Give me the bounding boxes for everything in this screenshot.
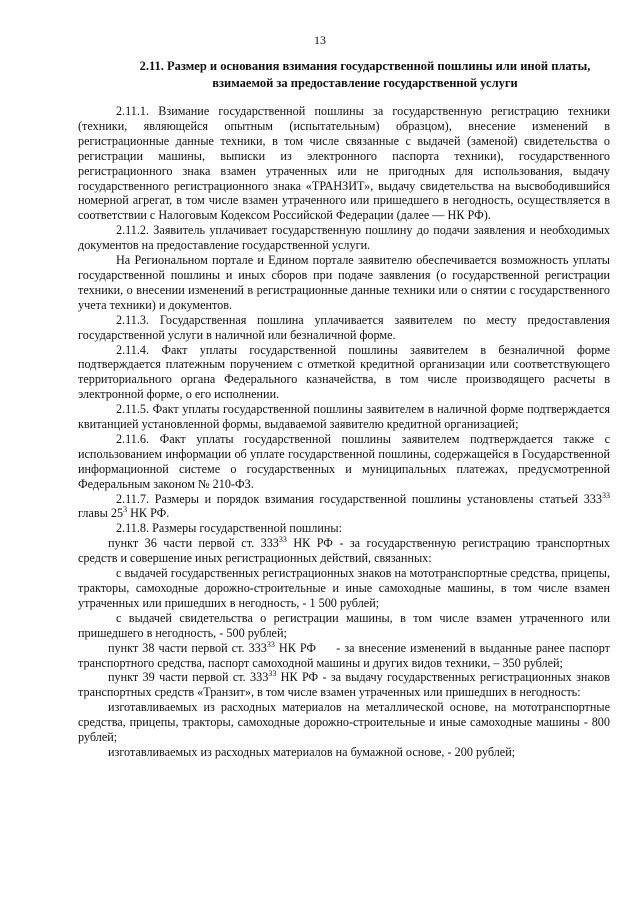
text-fragment: НК РФ - за государственную регистрацию транспортных средств и совершение иных регистрационных действий, связанных: <box>78 536 610 566</box>
section-heading: 2.11. Размер и основания взимания государственной пошлины или иной платы, взимаемой за предоставление государственной услуги <box>139 59 591 90</box>
paragraph-item-36 <box>78 536 610 566</box>
paragraph-2-11-3: 2.11.3. Государственная пошлина уплачивается заявителем по месту предоставления государственной услуги в наличной или безналичной форме. <box>78 312 610 342</box>
paragraph-item-38 <box>78 639 614 671</box>
paragraph-2-11-7 <box>78 492 610 522</box>
text-fragment: пункт 39 части первой ст. 333 <box>108 670 269 685</box>
paragraph-paper-plates: изготавливаемых из расходных материалов на бумажной основе, - 200 рублей; <box>108 744 516 759</box>
paragraph-2-11-8: 2.11.8. Размеры государственной пошлины: <box>116 521 342 536</box>
text-fragment: пункт 36 части первой ст. 333 <box>108 536 279 551</box>
paragraph-metal-plates: изготавливаемых из расходных материалов на металлической основе, на мототранспортные средства, прицепы, тракторы, самоходные дорожно-строительные и иные самоходные машины - 800 рублей; <box>78 700 610 745</box>
superscript: 33 <box>268 669 277 679</box>
superscript: 33 <box>266 639 275 649</box>
text-fragment: НК РФ - за выдачу государственных регистрационных знаков транспортных средств «Транзит», в том числе взамен утраченных или пришедших в негодность: <box>78 670 611 700</box>
page-number: 13 <box>314 33 326 47</box>
superscript: 33 <box>602 490 610 500</box>
text-fragment: НК РФ - за внесение изменений в выданные ранее паспорт транспортного средства, паспорт самоходной машины и других видов техники, – 350 рублей; <box>78 640 614 670</box>
text-fragment: пункт 38 части первой ст. 333 <box>108 640 267 655</box>
paragraph-2-11-4: 2.11.4. Факт уплаты государственной пошлины заявителем в безналичной форме подтверждается платежным поручением с отметкой кредитной организации или соответствующего территориального органа Федерального казначейства, в том числе производящего расчеты в электронной форме, о его исполнении. <box>78 342 610 402</box>
superscript: 3 <box>123 505 128 515</box>
paragraph-2-11-5: 2.11.5. Факт уплаты государственной пошлины заявителем в наличной форме подтверждается квитанцией установленной формы, выдаваемой заявителю кредитной организацией; <box>78 402 610 432</box>
text-fragment: 2.11.7. Размеры и порядок взимания государственной пошлины установлены статьей 333 <box>116 491 602 506</box>
document-body <box>78 104 614 760</box>
paragraph-portal-payment: На Региональном портале и Едином портале заявителю обеспечивается возможность уплаты государственной пошлины и иных сборов при подаче заявления (о государственной регистрации техники, о внесении изменений в регистрационные данные техники или о снятии с государственного учета техники) и документов. <box>78 253 610 312</box>
paragraph-item-39 <box>78 670 610 700</box>
paragraph-plates-fee: с выдачей государственных регистрационных знаков на мототранспортные средства, прицепы, тракторы, самоходные дорожно-строительные и иные самоходные машины, в том числе взамен утраченных или пришедших в негодность, - 1 500 рублей; <box>78 566 610 610</box>
superscript: 33 <box>278 535 287 545</box>
paragraph-2-11-1: 2.11.1. Взимание государственной пошлины за государственную регистрацию техники (техники, являющейся опытным (испытательным) образцом), внесение изменений в регистрационные данные техники, в том числе связанные с выдачей (заменой) свидетельства о регистрации машины, выписки из электронного паспорта техники), государственного регистрационного знака взамен утраченных или не пригодных для использования, выдачу государственного регистрационного знака «ТРАНЗИТ», выдачу свидетельства на высвободившийся номерной агрегат, в том числе взамен утраченного или пришедшего в негодность, осуществляется в соответствии с Налоговым Кодексом Российской Федерации (далее — НК РФ). <box>78 104 610 223</box>
paragraph-2-11-2: 2.11.2. Заявитель уплачивает государственную пошлину до подачи заявления и необходимых документов на предоставление государственной услуги. <box>78 223 610 253</box>
text-fragment: главы 25 <box>78 506 124 521</box>
paragraph-certificate-fee: с выдачей свидетельства о регистрации машины, в том числе взамен утраченного или пришедшего в негодность, - 500 рублей; <box>78 610 610 640</box>
text-fragment: НК РФ. <box>127 506 170 521</box>
paragraph-2-11-6: 2.11.6. Факт уплаты государственной пошлины заявителем подтверждается также с использованием информации об уплате государственной пошлины, содержащейся в Государственной информационной системе о государственных и муниципальных платежах, предусмотренной Федеральным законом № 210-ФЗ. <box>78 431 610 491</box>
